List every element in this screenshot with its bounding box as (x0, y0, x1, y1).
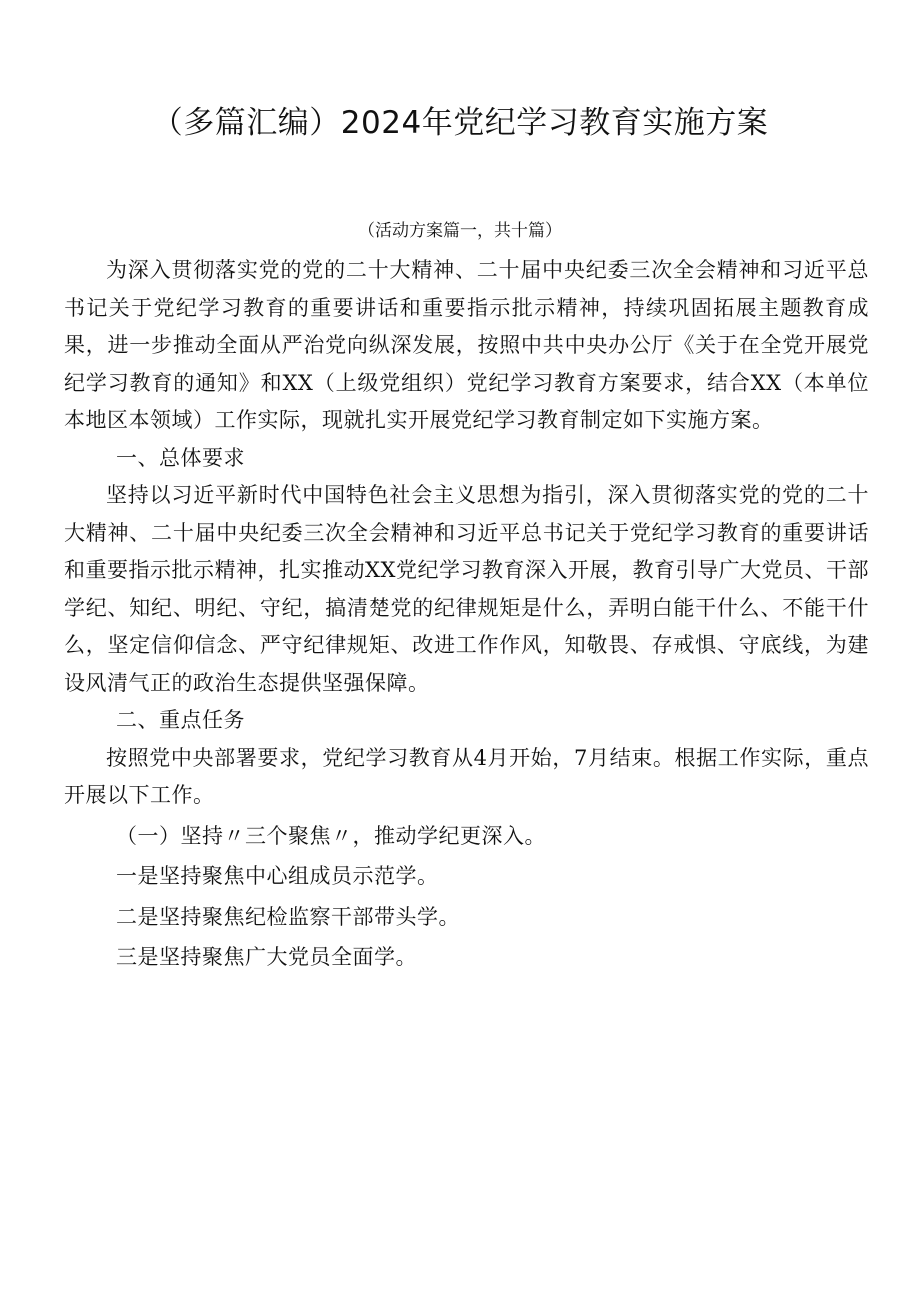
section-heading-general-requirements: 一、总体要求 (116, 445, 245, 470)
section-paragraph-general-requirements: 坚持以习近平新时代中国特色社会主义思想为指引，深入贯彻落实党的党的二十大精神、二十届中央纪委三次全会精神和习近平总书记关于党纪学习教育的重要讲话和重要指示批示精神，扎实推动XX党纪学习教育深入开展，教育引导广大党员、干部学纪、知纪、明纪、守纪，搞清楚党的纪律规矩是什么，弄明白能干什么、不能干什么，坚定信仰信念、严守纪律规矩、改进工作作风，知敬畏、存戒惧、守底线，为建设风清气正的政治生态提供坚强保障。 (64, 483, 869, 695)
list-item: 一是坚持聚焦中心组成员示范学。 (116, 864, 439, 888)
intro-paragraph: 为深入贯彻落实党的党的二十大精神、二十届中央纪委三次全会精神和习近平总书记关于党纪学习教育的重要讲话和重要指示批示精神，持续巩固拓展主题教育成果，进一步推动全面从严治党向纵深发展，按照中共中央办公厅《关于在全党开展党纪学习教育的通知》和XX（上级党组织）党纪学习教育方案要求，结合XX（本单位本地区本领域）工作实际，现就扎实开展党纪学习教育制定如下实施方案。 (64, 258, 869, 432)
list-item: 二是坚持聚焦纪检监察干部带头学。 (116, 904, 460, 929)
document-subtitle: （活动方案篇一，共十篇） (358, 221, 562, 241)
document-title: （多篇汇编）2024年党纪学习教育实施方案 (151, 105, 769, 141)
subsection-heading: （一）坚持〃三个聚焦〃，推动学纪更深入。 (116, 823, 546, 848)
section-paragraph-key-tasks: 按照党中央部署要求，党纪学习教育从4月开始，7月结束。根据工作实际，重点开展以下工作。 (64, 745, 869, 807)
document-body (64, 252, 869, 977)
section-heading-key-tasks: 二、重点任务 (116, 708, 245, 732)
list-item: 三是坚持聚焦广大党员全面学。 (116, 945, 417, 969)
